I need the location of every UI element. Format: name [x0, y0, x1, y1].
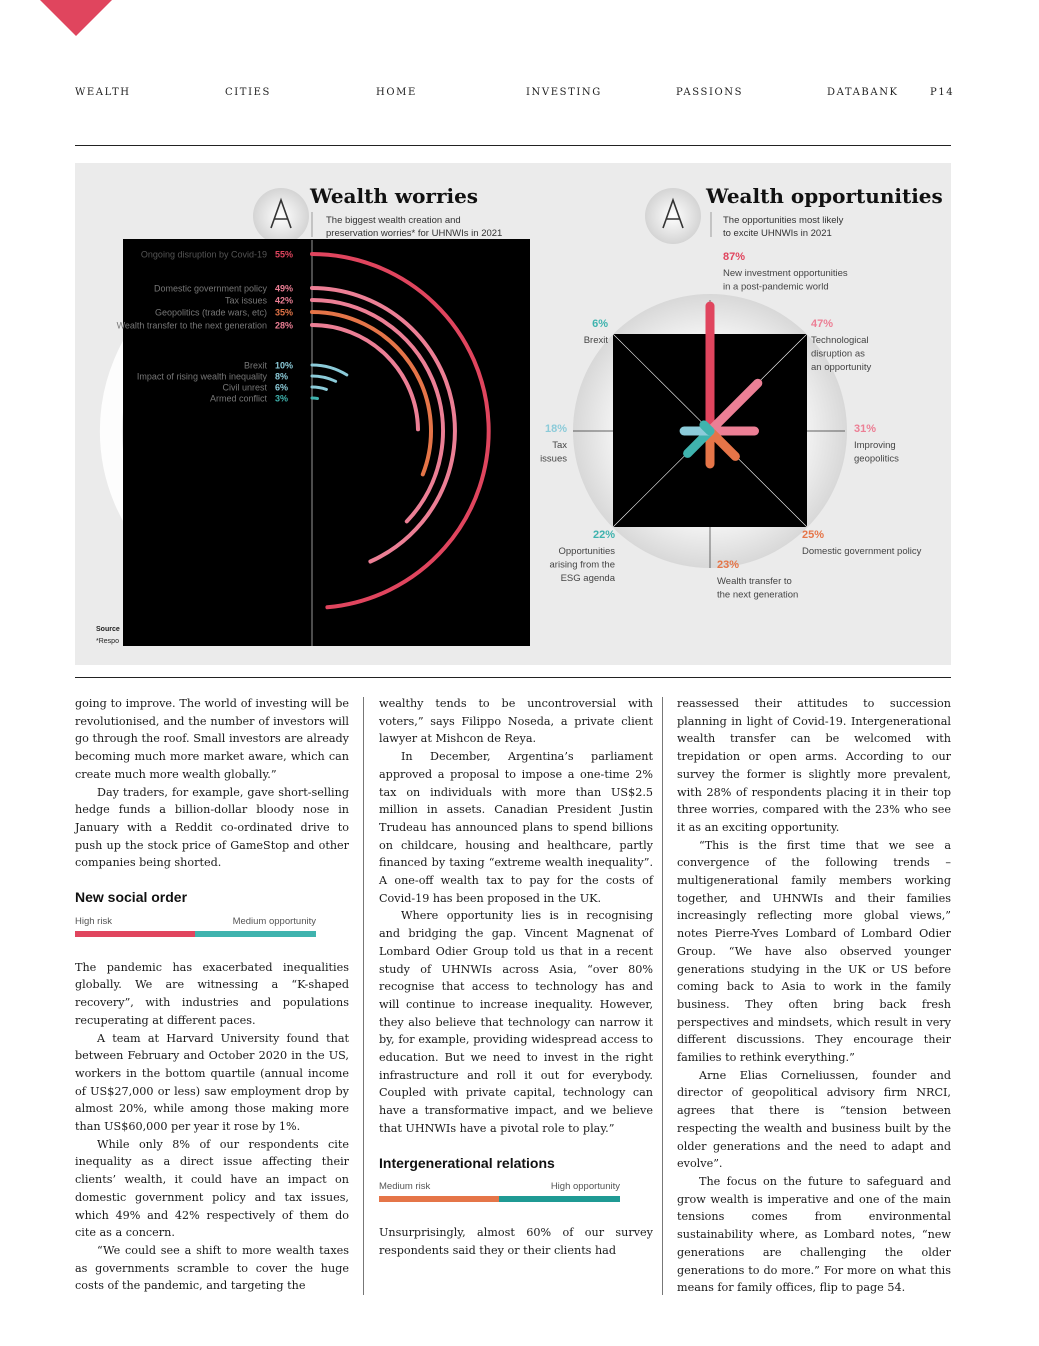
nav-item-wealth[interactable]: WEALTH: [75, 87, 131, 98]
opp-label-technological-disruption-as-an-opportunity-2: disruption as: [811, 348, 865, 360]
worries-value-wealth-transfer-to-the-next-generation: 28%: [275, 320, 294, 331]
opp-value-domestic-government-policy: 25%: [802, 529, 825, 541]
worries-value-domestic-government-policy: 49%: [275, 283, 294, 294]
worries-label-civil-unrest: Civil unrest: [222, 382, 267, 393]
worries-subtitle-line-2: preservation worries* for UHNWIs in 2021: [326, 228, 503, 239]
opportunities-subtitle-line-2: to excite UHNWIs in 2021: [723, 228, 832, 239]
nav-item-home[interactable]: HOME: [376, 87, 417, 98]
worries-source: Source: [96, 626, 120, 633]
opportunities-chart: [540, 184, 943, 601]
worries-label-wealth-transfer-to-the-next-generation: Wealth transfer to the next generation: [116, 320, 267, 331]
worries-label-impact-of-rising-wealth-inequality: Impact of rising wealth inequality: [136, 371, 267, 382]
worries-label-armed-conflict: Armed conflict: [209, 393, 267, 404]
nav-item-passions[interactable]: PASSIONS: [676, 87, 744, 98]
risk-opportunity-bar-1: [75, 931, 316, 937]
opp-value-brexit: 6%: [592, 318, 608, 330]
article-column-1: [75, 695, 349, 1295]
opp-label-tax-issues-1: Tax: [552, 440, 567, 451]
col1-paragraph-4: A team at Harvard University found that between February and October 2020 in the US, workers in the bottom quartile (annual income of US$27,000 or less) saw employment drop by almost 20%, while among those making more than US$60,000 per year it rose by 1%.: [75, 1031, 349, 1134]
worries-chart: [96, 184, 530, 646]
opp-label-technological-disruption-as-an-opportunity-3: an opportunity: [811, 362, 872, 373]
section-heading-intergenerational-relations: Intergenerational relations: [379, 1154, 555, 1171]
opportunities-logo-circle: [645, 188, 701, 244]
opp-label-improving-geopolitics-2: geopolitics: [854, 453, 899, 465]
worries-label-brexit: Brexit: [243, 360, 267, 371]
col1-paragraph-2: Day traders, for example, gave short-selling hedge funds a billion-dollar bloody nose in January with a Reddit co-ordinated drive to push up the stock price of GameStop and other companies being shorted.: [75, 785, 349, 870]
article-column-3: [677, 695, 951, 1297]
worries-value-brexit: 10%: [275, 360, 294, 371]
risk-opportunity-bar-2: [379, 1196, 620, 1202]
risk-labels-row-1: [75, 913, 316, 927]
opp-value-opportunities-arising-from-the-esg-agenda: 22%: [592, 529, 615, 541]
opportunities-title: Wealth opportunities: [706, 184, 943, 208]
opportunity-label: Medium opportunity: [232, 915, 316, 927]
worries-label-ongoing-disruption-by-covid-19: Ongoing disruption by Covid-19: [140, 249, 267, 260]
worries-logo-circle: [253, 188, 309, 244]
col3-paragraph-2: “This is the first time that we see a convergence of the following trends – multigenerational family members working together, and UHNWIs and their families increasingly reflecting more global views,” notes Pierre-Yves Lombard of Lombard Odier Group. “We have also observed younger generations studying in the UK or US before coming back to Asia to work in the family business. They often bring back fresh perspectives and mindsets, which result in very different discussions. They encourage their families to rethink everything.”: [677, 838, 951, 1065]
article-column-2: [379, 695, 653, 1260]
worries-title: Wealth worries: [310, 184, 479, 208]
opp-label-tax-issues-2: issues: [540, 453, 567, 465]
nav-item-databank[interactable]: DATABANK: [827, 87, 899, 98]
opp-value-improving-geopolitics: 31%: [854, 423, 877, 435]
col3-paragraph-4: The focus on the future to safeguard and grow wealth is imperative and one of the main tensions comes from environmental sustainability where, as Lombard notes, “new generations are challenging the older generations to do more.” For more on what this means for family offices, flip to page 54.: [677, 1174, 951, 1295]
nav-item-cities[interactable]: CITIES: [225, 87, 271, 98]
opp-value-new-investment-opportunities-in-a-post-pandemic-world: 87%: [723, 251, 746, 263]
nav-item-investing[interactable]: INVESTING: [526, 87, 602, 98]
opp-label-opportunities-arising-from-the-esg-agenda-1: Opportunities: [558, 546, 615, 557]
worries-label-tax-issues: Tax issues: [224, 295, 267, 306]
col2-paragraph-3: Where opportunity lies is in recognising and bridging the gap. Vincent Magnenat of Lombard Odier Group told us that in a recent study of UHNWIs across Asia, “over 80% recognise that access to technology has and will continue to increase inequality. However, they also believe that technology can narrow it by, for example, providing widespread access to education. But we need to invest in the right infrastructure and roll it out for everybody. Coupled with private capital, technology can have a transformative impact, and we believe that UHNWIs have a pivotal role to play.”: [379, 909, 653, 1135]
worries-footnote: *Respo: [96, 638, 119, 645]
opp-label-brexit-1: Brexit: [583, 335, 608, 346]
opp-spoke-brexit: [704, 425, 710, 431]
worries-value-armed-conflict: 3%: [275, 393, 289, 404]
worries-value-civil-unrest: 6%: [275, 382, 289, 393]
worries-subtitle-line-1: The biggest wealth creation and: [326, 215, 461, 226]
risk-bar-segment: [75, 931, 195, 937]
worries-value-impact-of-rising-wealth-inequality: 8%: [275, 371, 289, 382]
opp-value-wealth-transfer-to-the-next-generation: 23%: [717, 559, 740, 571]
opportunity-bar-segment: [195, 931, 316, 937]
opp-label-opportunities-arising-from-the-esg-agenda-3: ESG agenda: [560, 573, 615, 584]
opp-label-improving-geopolitics-1: Improving: [854, 440, 896, 451]
opp-value-tax-issues: 18%: [544, 423, 567, 435]
opportunity-bar-segment: [499, 1196, 620, 1202]
opportunities-subtitle-line-1: The opportunities most likely: [723, 215, 844, 226]
worries-arc-armed-conflict: [312, 398, 318, 399]
opp-label-domestic-government-policy-1: Domestic government policy: [802, 546, 922, 557]
col3-paragraph-3: Arne Elias Corneliussen, founder and director of geopolitical advisory firm NRCI, agrees that there is “tension between respecting the wealth and business built by the older generations and the need to adapt and evolve”.: [677, 1068, 951, 1171]
chart-bottom-rule: [75, 677, 951, 678]
col2-paragraph-2: In December, Argentina’s parliament approved a proposal to impose a one-time 2% tax on individuals with more than US$2.5 million in assets. Canadian President Justin Trudeau has announced plans to spend billions on childcare, housing and healthcare, partly financed by taxing “extreme wealth inequality”. A one-off wealth tax to pay for the costs of Covid-19 has been proposed in the UK.: [379, 750, 653, 905]
column-divider-2: [662, 697, 663, 1295]
col1-paragraph-6: “We could see a shift to more wealth taxes as governments scramble to cover the huge costs of the pandemic, and targeting the: [75, 1243, 349, 1293]
risk-label: High risk: [75, 915, 112, 927]
worries-label-domestic-government-policy: Domestic government policy: [153, 283, 267, 294]
section-heading-new-social-order: New social order: [75, 889, 188, 906]
col1-paragraph-1: going to improve. The world of investing will be revolutionised, and the number of investors will go through the roof. Small investors are already becoming much more market aware, which can create much more wealth globally.”: [75, 697, 349, 781]
opp-label-wealth-transfer-to-the-next-generation-1: Wealth transfer to: [717, 576, 792, 587]
opp-label-new-investment-opportunities-in-a-post-pandemic-world-1: New investment opportunities: [723, 268, 848, 279]
column-divider-1: [363, 697, 364, 1295]
risk-labels-row-2: [379, 1178, 620, 1192]
col2-paragraph-1: wealthy tends to be uncontroversial with voters,” says Filippo Noseda, a private client lawyer at Mishcon de Reya.: [379, 697, 653, 746]
col2-paragraph-4: Unsurprisingly, almost 60% of our survey respondents said they or their clients had: [379, 1226, 653, 1257]
risk-bar-segment: [379, 1196, 499, 1202]
page-number: P14: [930, 87, 955, 98]
opportunity-label: High opportunity: [550, 1181, 620, 1193]
opp-label-technological-disruption-as-an-opportunity-1: Technological: [811, 335, 869, 346]
opp-label-opportunities-arising-from-the-esg-agenda-2: arising from the: [549, 559, 615, 571]
col1-paragraph-3: The pandemic has exacerbated inequalities globally. We are witnessing a “K-shaped recovery”, with industries and populations recuperating at different paces.: [75, 960, 349, 1027]
worries-value-ongoing-disruption-by-covid-19: 55%: [275, 249, 294, 260]
opp-label-new-investment-opportunities-in-a-post-pandemic-world-2: in a post-pandemic world: [723, 281, 829, 293]
col3-paragraph-1: reassessed their attitudes to succession planning in light of Covid-19. Intergenerational wealth transfer can be welcomed with trepidation or open arms. According to our survey the former is slightly more prevalent, with 28% of respondents placing it in their top three worries, compared with the 23% who see it as an exciting opportunity.: [677, 697, 951, 834]
opp-value-technological-disruption-as-an-opportunity: 47%: [811, 318, 834, 330]
worries-value-tax-issues: 42%: [275, 295, 294, 306]
worries-label-geopolitics-trade-wars-etc: Geopolitics (trade wars, etc): [154, 307, 267, 318]
worries-value-geopolitics-trade-wars-etc: 35%: [275, 307, 294, 318]
risk-label: Medium risk: [379, 1181, 431, 1193]
opp-label-wealth-transfer-to-the-next-generation-2: the next generation: [717, 589, 799, 601]
col1-paragraph-5: While only 8% of our respondents cite inequality as a direct issue affecting their clients’ wealth, it could have an impact on domestic government policy and tax issues, which 49% and 42% respectively of them do cite as a concern.: [75, 1137, 349, 1240]
